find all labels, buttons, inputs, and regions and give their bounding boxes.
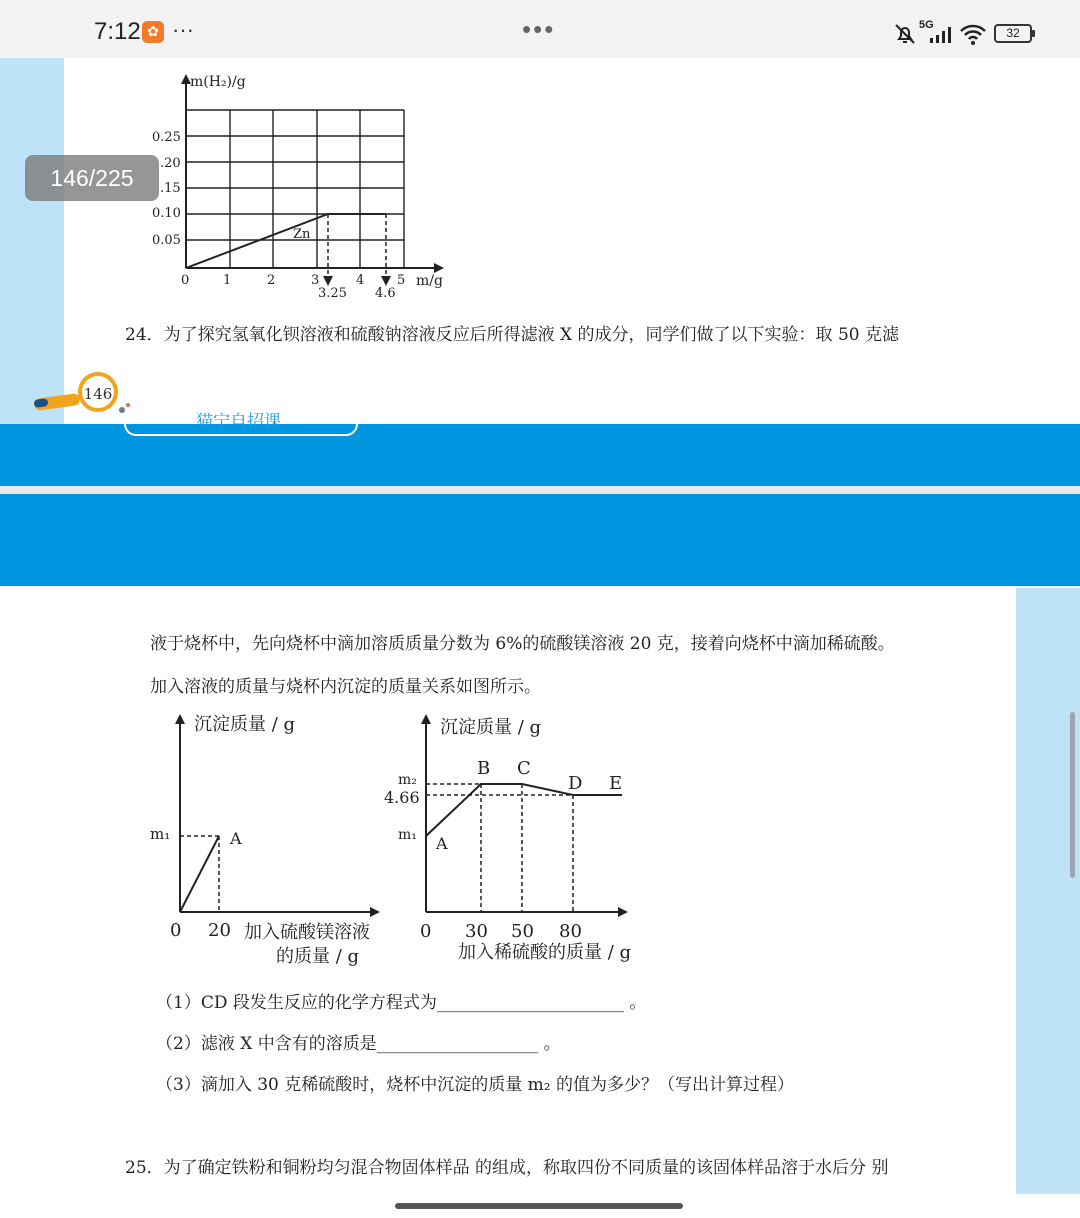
graph-right-y-tick: m₁ bbox=[398, 827, 417, 843]
page-margin-decoration bbox=[0, 58, 64, 426]
graph-top-x-label: m/g bbox=[416, 273, 443, 289]
status-bar bbox=[0, 0, 1080, 58]
page-header-band bbox=[0, 494, 1080, 586]
question-24-line-2: 液于烧杯中，先向烧杯中滴加溶质质量分数为 6%的硫酸镁溶液 20 克，接着向烧杯中滴加稀硫酸。 bbox=[150, 634, 895, 654]
graph-left-origin: 0 bbox=[170, 920, 182, 941]
status-more-icon: ··· bbox=[172, 17, 194, 42]
battery-icon: 32 bbox=[994, 24, 1032, 43]
graph-left-y-label: 沉淀质量 / g bbox=[194, 714, 296, 735]
graph-top-marker: 4.6 bbox=[375, 286, 396, 301]
mute-icon bbox=[893, 22, 917, 46]
graph-right-point-label: E bbox=[609, 773, 623, 794]
graph-right-x-tick: 50 bbox=[511, 921, 534, 942]
graph-top-y-tick: .15 bbox=[160, 181, 181, 196]
graph-right-y-tick: m₂ bbox=[398, 772, 417, 788]
graph-top-y-tick: .20 bbox=[160, 156, 181, 171]
graph-left-x-label: 的质量 / g bbox=[276, 946, 360, 967]
question-24-sub-3: （3）滴加入 30 克稀硫酸时，烧杯中沉淀的质量 m₂ 的值为多少？（写出计算过程） bbox=[156, 1075, 794, 1095]
graph-top-x-tick: 4 bbox=[356, 273, 365, 288]
graph-right-y-label: 沉淀质量 / g bbox=[440, 717, 542, 738]
graph-right-x-tick: 80 bbox=[559, 921, 582, 942]
graph-right-origin: 0 bbox=[420, 921, 432, 942]
graph-left-y-tick: m₁ bbox=[150, 825, 171, 843]
graph-right-x-tick: 30 bbox=[465, 921, 488, 942]
signal-icon bbox=[928, 25, 954, 43]
page-indicator: 146/225 bbox=[25, 155, 159, 201]
graph-top-y-tick: 0.25 bbox=[152, 130, 181, 145]
graph-left-x-tick: 20 bbox=[208, 920, 231, 941]
wifi-icon bbox=[958, 22, 988, 46]
graph-top-x-tick: 0 bbox=[181, 273, 190, 288]
status-time: 7:12 bbox=[94, 18, 141, 45]
scrollbar-thumb[interactable] bbox=[1070, 712, 1075, 878]
graph-top-x-tick: 5 bbox=[397, 273, 406, 288]
graph-left-x-label: 加入硫酸镁溶液 bbox=[244, 922, 370, 943]
graph-right-y-tick: 4.66 bbox=[384, 788, 420, 807]
graph-top-x-tick: 3 bbox=[311, 273, 320, 288]
graph-magnesium-sulfate bbox=[148, 708, 398, 973]
network-type: 5G bbox=[919, 19, 934, 31]
page-margin-decoration bbox=[1016, 588, 1080, 1194]
page-number: 146 bbox=[83, 385, 113, 403]
graph-right-point-label: B bbox=[477, 758, 491, 779]
graph-sulfuric-acid bbox=[384, 708, 646, 970]
question-24-sub-2: （2）滤液 X 中含有的溶质是___________________ 。 bbox=[156, 1034, 561, 1054]
graph-top-marker: 3.25 bbox=[318, 286, 347, 301]
question-25-line-1: 25．为了确定铁粉和铜粉均匀混合物固体样品 的组成，称取四份不同质量的该固体样品溶于水后分 别 bbox=[125, 1158, 889, 1178]
graph-top-curve-label: Zn bbox=[293, 227, 311, 242]
graph-left-point-label: A bbox=[230, 829, 242, 848]
question-24-line-1: 24．为了探究氢氧化钡溶液和硫酸钠溶液反应后所得滤液 X 的成分，同学们做了以下实验：取 50 克滤 bbox=[125, 325, 899, 345]
graph-top-y-tick: 0.05 bbox=[152, 233, 181, 248]
graph-right-x-label: 加入稀硫酸的质量 / g bbox=[458, 942, 632, 963]
graph-top-y-tick: 0.10 bbox=[152, 206, 181, 221]
app-notification-icon: ✿ bbox=[142, 21, 164, 43]
graph-right-point-label: A bbox=[436, 834, 448, 853]
graph-hydrogen-mass bbox=[140, 66, 460, 306]
graph-top-x-tick: 1 bbox=[223, 273, 232, 288]
page-gap bbox=[0, 486, 1080, 494]
footer-brand-label: 猫宁自招课 bbox=[196, 412, 281, 432]
graph-top-x-tick: 2 bbox=[267, 273, 276, 288]
question-24-sub-1: （1）CD 段发生反应的化学方程式为______________________ 。 bbox=[156, 993, 647, 1013]
question-24-line-3: 加入溶液的质量与烧杯内沉淀的质量关系如图所示。 bbox=[150, 677, 541, 697]
graph-right-point-label: C bbox=[517, 758, 531, 779]
graph-right-point-label: D bbox=[568, 773, 583, 794]
top-menu-button[interactable]: ••• bbox=[522, 14, 556, 44]
home-indicator[interactable] bbox=[395, 1203, 683, 1209]
graph-top-y-label: m(H₂)/g bbox=[190, 74, 246, 90]
